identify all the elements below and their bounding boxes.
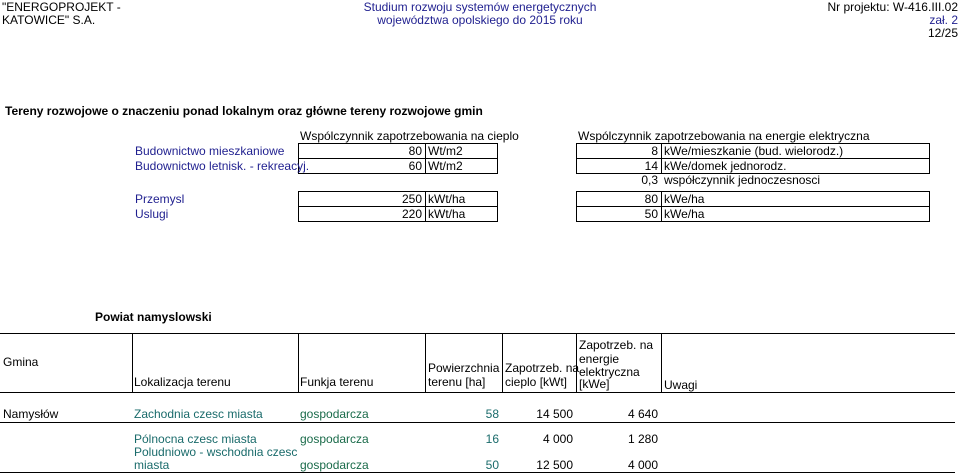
row-location-cont: miasta <box>134 458 170 472</box>
divider <box>298 206 498 207</box>
col-header-heat-1: Zapotrzeb. na <box>505 361 580 375</box>
elec-unit: kWe/ha <box>664 207 705 221</box>
row-elec: 4 640 <box>627 407 658 421</box>
elec-unit: kWe/domek jednorodz. <box>664 159 787 173</box>
coef-row-label: Budownictwo mieszkaniowe <box>135 144 285 158</box>
section-title: Tereny rozwojowe o znaczeniu ponad lokalnym oraz główne tereny rozwojowe gmin <box>5 104 483 118</box>
coef-row-label: Przemysl <box>135 192 185 206</box>
row-heat: 12 500 <box>536 458 573 472</box>
heat-coefficient-header: Wspólczynnik zapotrzebowania na cieplo <box>300 129 519 143</box>
col-header-notes: Uwagi <box>664 378 698 392</box>
row-elec: 4 000 <box>627 458 658 472</box>
row-area: 58 <box>485 407 499 421</box>
col-header-function: Funkja terenu <box>300 375 374 389</box>
row-heat: 14 500 <box>536 407 573 421</box>
heat-value: 60 <box>408 159 422 173</box>
col-divider <box>502 333 503 392</box>
table-header-border <box>0 392 955 393</box>
col-header-area-2: terenu [ha] <box>428 375 486 389</box>
row-function: gospodarcza <box>300 458 369 472</box>
elec-value: 50 <box>644 207 658 221</box>
col-header-area-1: Powierzchnia <box>428 361 500 375</box>
row-function: gospodarcza <box>300 432 369 446</box>
row-location: Zachodnia czesc miasta <box>134 407 263 421</box>
coef-row-label: Budownictwo letnisk. - rekreacyj. <box>135 159 310 173</box>
elec-value: 14 <box>644 159 658 173</box>
col-header-gmina: Gmina <box>3 355 39 369</box>
col-header-location: Lokalizacja terenu <box>134 375 231 389</box>
study-title-line1: Studium rozwoju systemów energetycznych <box>363 0 597 14</box>
divider <box>298 158 498 159</box>
simultaneity-value: 0,3 <box>641 173 658 187</box>
row-divider <box>0 422 955 423</box>
heat-unit: Wt/m2 <box>428 144 463 158</box>
col-divider <box>661 333 662 392</box>
row-function: gospodarcza <box>300 407 369 421</box>
col-divider <box>132 333 133 392</box>
heat-value: 220 <box>401 207 422 221</box>
elec-unit: kWe/mieszkanie (bud. wielorodz.) <box>664 144 844 158</box>
company-name-line2: KATOWICE" S.A. <box>2 13 96 27</box>
simultaneity-label: współczynnik jednoczesnosci <box>664 173 821 187</box>
attachment-number: zał. 2 <box>929 13 958 27</box>
heat-unit: kWt/ha <box>428 192 466 206</box>
elec-unit: kWe/ha <box>664 192 705 206</box>
col-header-elec-4: [kWe] <box>579 377 610 391</box>
row-divider <box>0 472 955 473</box>
heat-unit: Wt/m2 <box>428 159 463 173</box>
company-name-line1: "ENERGOPROJEKT - <box>2 0 121 14</box>
row-gmina: Namysłów <box>3 407 59 421</box>
row-location: Poludniowo - wschodnia czesc <box>134 445 298 459</box>
col-header-elec-1: Zapotrzeb. na <box>579 338 654 352</box>
row-elec: 1 280 <box>627 432 658 446</box>
powiat-title: Powiat namyslowski <box>95 310 212 324</box>
coef-row-label: Uslugi <box>135 207 169 221</box>
table-top-border <box>0 333 955 334</box>
elec-value: 80 <box>644 192 658 206</box>
row-heat: 4 000 <box>542 432 573 446</box>
heat-unit: kWt/ha <box>428 207 466 221</box>
elec-coefficient-header: Wspólczynnik zapotrzebowania na energie elektryczna <box>578 129 870 143</box>
row-location: Pólnocna czesc miasta <box>134 432 257 446</box>
page-number: 12/25 <box>927 26 958 40</box>
col-divider <box>298 333 299 392</box>
col-divider <box>425 333 426 392</box>
col-header-elec-3: elektryczna <box>579 365 640 379</box>
row-area: 50 <box>485 458 499 472</box>
heat-value: 80 <box>408 144 422 158</box>
row-area: 16 <box>485 432 499 446</box>
col-header-heat-2: cieplo [kWt] <box>505 375 568 389</box>
elec-value: 8 <box>651 144 658 158</box>
divider <box>576 206 930 207</box>
study-title-line2: województwa opolskiego do 2015 roku <box>377 13 583 27</box>
col-header-elec-2: energie <box>579 352 620 366</box>
project-number: Nr projektu: W-416.III.02 <box>827 0 958 14</box>
heat-value: 250 <box>401 192 422 206</box>
